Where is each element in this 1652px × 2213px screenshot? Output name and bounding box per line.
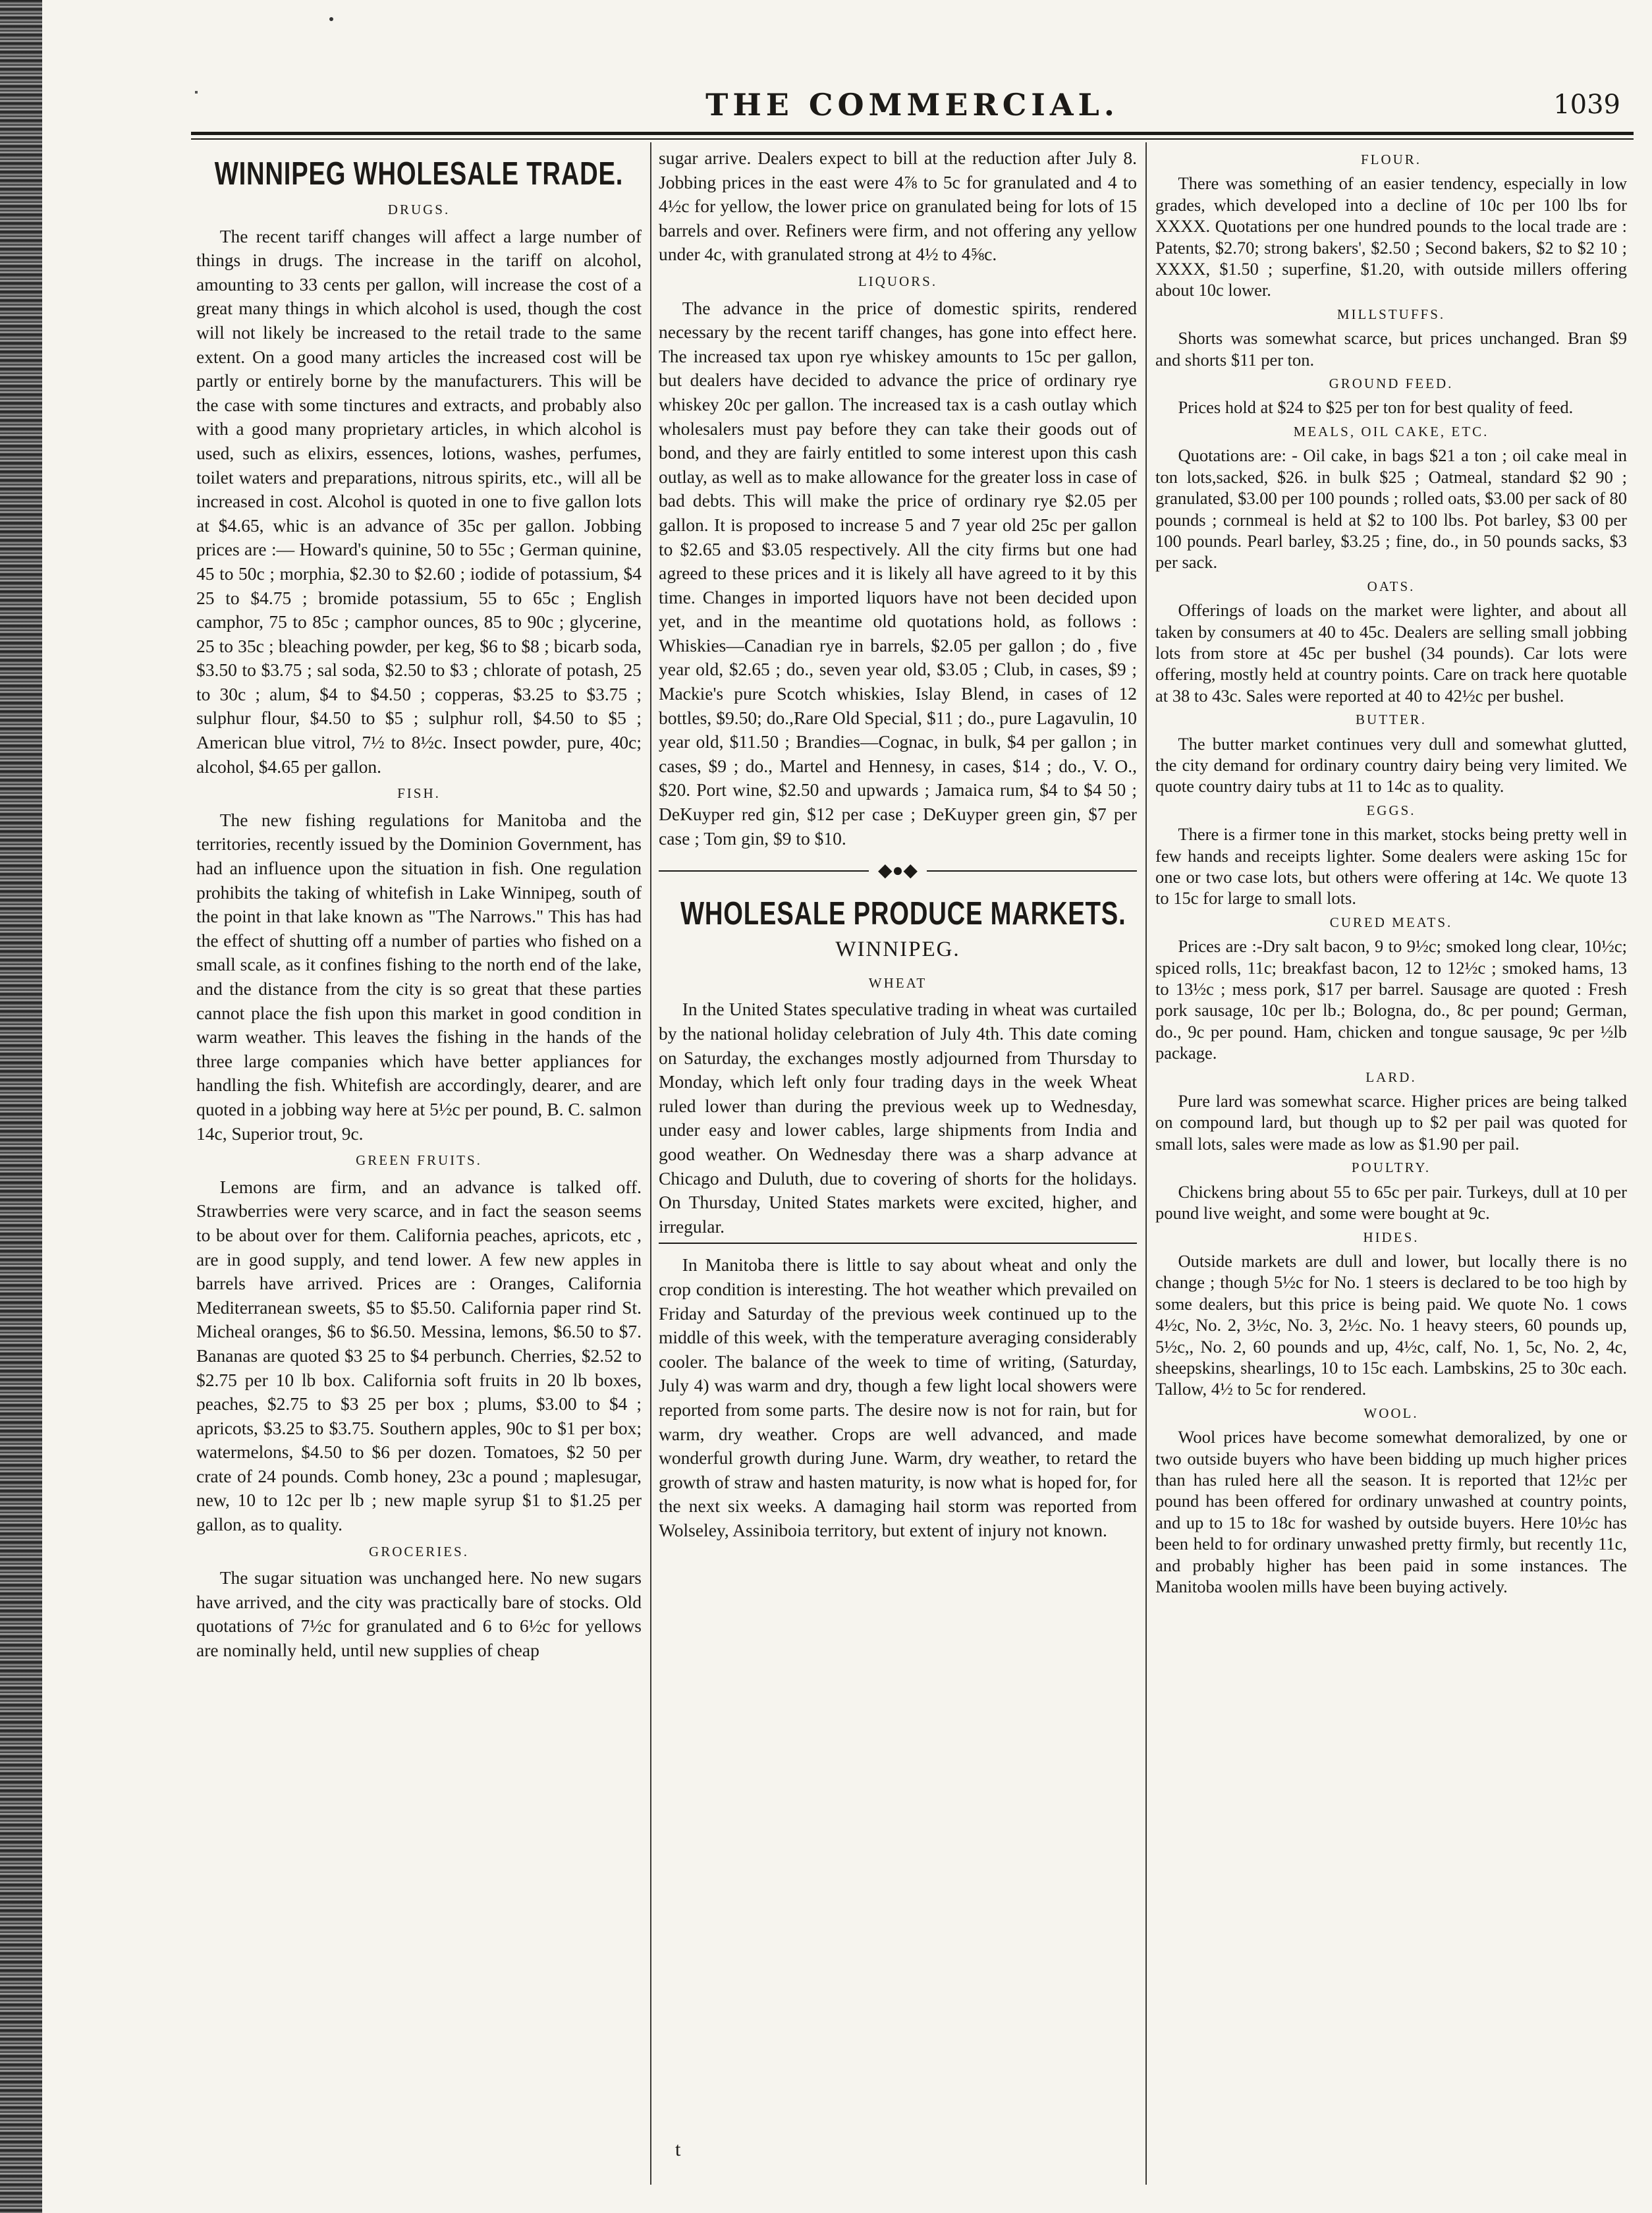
article-fish: The new fishing regulations for Manitoba and the territories, recently issued by the Dominion Government, has had an influence upon the situation in fish. One regulation prohibits the taking of whitefish in Lake Winnipeg, south of the point in that lake known as "The Narrows." This has had the effect of shutting off a number of parties who fished on a small scale, as it confines fishing to the north end of the lake, and the distance from the city is so great that these parties cannot place the fish upon this market in good condition in warm weather. This leaves the fishing in the hands of the three large companies which have better appliances for handling the fish. Whitefish are accordingly, dearer, and are quoted in a jobbing way here at 5½c per pound, B. C. salmon 14c, Superior trout, 9c.	[196, 809, 642, 1144]
article-hides: Outside markets are dull and lower, but locally there is no change ; though 5½c for No. 1 steers is declared to be too high by some dealers, but this price is being paid. We quote No. 1 cows 4½c, No. 2, 3½c, No. 3, 2½c. No. 1 heavy steers, 60 pounds up, 5½c,, No. 2, 60 pounds and up, 4½c, calf, No. 1, 5c, No. 2, 4c, sheepskins, shearlings, 10 to 15c each. Lambskins, 25 to 30c each. Tallow, 4½ to 5c for rendered.	[1155, 1250, 1627, 1399]
heading-butter: BUTTER.	[1356, 712, 1427, 728]
produce-city: WINNIPEG.	[835, 938, 960, 962]
heading-ground-feed: GROUND FEED.	[1329, 376, 1454, 392]
article-groceries-continued: sugar arrive. Dealers expect to bill at the reduction after July 8. Jobbing prices in the east were 4⅞ to 5c for granulated and 4 to 4½c for yellow, the lower price on granulated being for lots of 15 barrels and over. Refiners were firm, and not offering any yellow under 4c, with granulated strong at 4½ to 4⅝c.	[659, 148, 1137, 265]
ink-speck	[329, 17, 333, 21]
heading-eggs: EGGS.	[1366, 802, 1416, 818]
heading-cured-meats: CURED MEATS.	[1329, 914, 1453, 930]
heading-oats: OATS.	[1367, 578, 1416, 594]
heading-lard: LARD.	[1365, 1069, 1417, 1085]
ornament-icon: ◆●◆	[869, 860, 927, 882]
article-wheat-us: In the United States speculative trading in wheat was curtailed by the national holiday celebration of July 4th. This date coming on Saturday, the exchanges mostly adjourned from Thursday to Monday, which left only four trading days in the week Wheat ruled lower than during the previous week up to Wednesday, under easy and lower cables, large shipments from India and good weather. On Wednesday there was a sharp advance at Chicago and Duluth, due to covering of shorts for the holidays. On Thursday, United States markets were excited, higher, and irregular.	[659, 999, 1137, 1237]
article-millstuffs: Shorts was somewhat scarce, but prices unchanged. Bran $9 and shorts $11 per ton.	[1155, 328, 1627, 370]
article-lard: Pure lard was somewhat scarce. Higher prices are being talked on compound lard, but though up to $2 per pail was quoted for small lots, sales were made as low as $1.90 per pail.	[1155, 1091, 1627, 1154]
article-eggs: There is a firmer tone in this market, stocks being pretty well in few hands and receipts lighter. Some dealers were asking 15c for one or two case lots, but others were offering at 14c. We quote 13 to 15c for large to small lots.	[1155, 824, 1627, 909]
column-middle	[659, 146, 1137, 2195]
article-green-fruits: Lemons are firm, and an advance is talked off. Strawberries were very scarce, and in fact the season seems to be about over for them. California peaches, apricots, etc , are in good supply, and tend lower. A few new apples in barrels have arrived. Prices are : Oranges, California Mediterranean sweets, $5 to $5.50. California paper rind St. Micheal oranges, $6 to $6.50. Messina, lemons, $6.50 to $7. Bananas are quoted $3 25 to $4 perbunch. Cherries, $2.52 to $2.75 per 10 lb box. California soft fruits in 20 lb boxes, peaches, $2.75 to $3 25 per box ; plums, $3.00 to $4 ; apricots, $3.25 to $3.75. Southern apples, 90c to $1 per box; watermelons, $4.50 to $6 per dozen. Tomatoes, $2 50 per crate of 24 pounds. Comb honey, 23c a pound ; maplesugar, new, 10 to 12c per lb ; new maple syrup $1 to $1.25 per gallon, as to quality.	[196, 1176, 642, 1535]
column-divider-left	[650, 142, 651, 2185]
heading-wheat: WHEAT	[868, 974, 927, 991]
section-divider-ornament	[659, 857, 1137, 886]
heading-drugs: DRUGS.	[387, 202, 451, 217]
printer-mark: t	[675, 2139, 681, 2160]
article-wool: Wool prices have become somewhat demoralized, by one or two outside buyers who have been bidding up much higher prices than has ruled here all the season. It is reported that 12½c per pound has been offered for ordinary unwashed at country points, and up to 15 to 18c for washed by outside buyers. Here 10½c has been held to for ordinary unwashed pretty firmly, but recently 11c, and probably higher has been paid in some instances. The Manitoba woolen mills have been buying actively.	[1155, 1427, 1627, 1596]
heading-millstuffs: MILLSTUFFS.	[1336, 306, 1446, 322]
header-rule-thin	[191, 138, 1634, 140]
heading-meals: MEALS, OIL CAKE, ETC.	[1293, 423, 1489, 439]
masthead-title: THE COMMERCIAL.	[705, 87, 1119, 123]
heading-fish: FISH.	[397, 785, 441, 802]
column-left	[196, 146, 642, 2195]
article-butter: The butter market continues very dull and somewhat glutted, the city demand for ordinary country dairy being very limited. We quote country dairy tubs at 11 to 14c as to quality.	[1155, 733, 1627, 797]
article-cured-meats: Prices are :-Dry salt bacon, 9 to 9½c; smoked long clear, 10½c; spiced rolls, 11c; breakfast bacon, 12 to 12½c ; smoked hams, 13 to 13½c ; mess pork, $17 per barrel. Sausage are quoted : Fresh pork sausage, 10c per lb.; Bologna, do., 8c per pound; German, do., 9c per pound. Ham, chicken and tongue sausage, 9c per ½lb package.	[1155, 936, 1627, 1063]
column-divider-right	[1145, 142, 1147, 2185]
article-oats: Offerings of loads on the market were lighter, and about all taken by consumers at 40 to 45c. Dealers are selling small jobbing lots from store at 45c per bushel (34 pounds). Car lots were offering, mostly held at country points. Care on track here quotable at 38 to 43c. Sales were reported at 40 to 42½c per bushel.	[1155, 600, 1627, 706]
page-binding-edge	[0, 0, 42, 2213]
heading-green-fruits: GREEN FRUITS.	[356, 1152, 482, 1169]
heading-hides: HIDES.	[1363, 1229, 1419, 1245]
heading-liquors: LIQUORS.	[858, 273, 938, 289]
column-right	[1155, 146, 1627, 2195]
article-poultry: Chickens bring about 55 to 65c per pair. Turkeys, dull at 10 per pound live weight, and some were bought at 9c.	[1155, 1181, 1627, 1223]
article-drugs: The recent tariff changes will affect a large number of things in drugs. The increase in the tariff on alcohol, amounting to 33 cents per gallon, will increase the cost of a great many things in which alcohol is used, though the cost will not likely be increased to the retail trade to the same extent. On a good many articles the increased cost will be partly or entirely borne by the manufacturers. This will be the case with some tinctures and extracts, and probably also with a good many proprietary articles, in which alcohol is used, such as elixirs, essences, lotions, washes, perfumes, toilet waters and preparations, nitrous spirits, etc., will all be increased in cost. Alcohol is quoted in one to five gallon lots at $4.65, whic is an advance of 35c per gallon. Jobbing prices are :— Howard's quinine, 50 to 55c ; German quinine, 45 to 50c ; morphia, $2.30 to $2.60 ; iodide of potassium, $4 25 to $4.75 ; bromide potassium, 55 to 65c ; English camphor, 75 to 85c ; camphor ounces, 85 to 90c ; glycerine, 25 to 35c ; bleaching powder, per keg, $6 to $8 ; bicarb soda, $3.50 to $3.75 ; sal soda, $2.50 to $3 ; chlorate of potash, 25 to 30c ; alum, $4 to $4.50 ; copperas, $3.25 to $3.75 ; sulphur flour, $4.50 to $5 ; sulphur roll, $4.50 to $5 ; American blue vitrol, 7½ to 8½c. Insect powder, pure, 40c; alcohol, $4.65 per gallon.	[196, 225, 642, 777]
article-wheat-manitoba: In Manitoba there is little to say about wheat and only the crop condition is interesting. The hot weather which prevailed on Friday and Saturday of the previous week continued up to the middle of this week, with the temperature averaging considerably cooler. The balance of the week to time of writing, (Saturday, July 4) was warm and dry, though a few light local showers were reported from some parts. The desire now is not for rain, but for warm, dry weather. Crops are well advanced, and made wonderful growth during June. Warm, dry weather, to retard the growth of straw and hasten maturity, is now what is hoped for, for the next six weeks. A damaging hail storm was reported from Wolseley, Assiniboia territory, but extent of injury not known.	[659, 1254, 1137, 1540]
article-meals: Quotations are: - Oil cake, in bags $21 a ton ; oil cake meal in ton lots,sacked, $26. in bulk $25 ; Oatmeal, standard $2 90 ; granulated, $3.00 per 100 pounds ; rolled oats, $3.00 per sack of 80 pounds ; cornmeal is held at $2 to 100 lbs. Pot barley, $3 00 per 100 pounds. Pearl barley, $3.25 ; fine, do., in 50 pounds sacks, $3 per sack.	[1155, 445, 1627, 573]
page-number: 1039	[1553, 90, 1620, 120]
section-title-produce-markets: WHOLESALE PRODUCE MARKETS.	[680, 896, 1126, 932]
heading-groceries: GROCERIES.	[369, 1543, 469, 1559]
header-rule-thick	[191, 132, 1634, 135]
paragraph-rule	[659, 1243, 1137, 1244]
section-title-wholesale-trade: WINNIPEG WHOLESALE TRADE.	[214, 156, 624, 192]
article-groceries: The sugar situation was unchanged here. No new sugars have arrived, and the city was practically bare of stocks. Old quotations of 7½c for granulated and 6 to 6½c for yellows are nominally held, until new supplies of cheap	[196, 1567, 642, 1661]
page-header	[191, 84, 1634, 130]
heading-poultry: POULTRY.	[1351, 1160, 1431, 1176]
heading-wool: WOOL.	[1363, 1405, 1419, 1421]
article-ground-feed: Prices hold at $24 to $25 per ton for best quality of feed.	[1178, 397, 1574, 418]
article-flour: There was something of an easier tendency, especially in low grades, which developed into a decline of 10c per 100 lbs for XXXX. Quotations per one hundred pounds to the local trade are : Patents, $2.70; strong bakers', $2.50 ; Second bakers, $2 to $2 10 ; XXXX, $1.50 ; superfine, $1.20, with outside millers offering about 10c lower.	[1155, 173, 1627, 300]
heading-flour: FLOUR.	[1360, 152, 1422, 167]
article-liquors: The advance in the price of domestic spirits, rendered necessary by the recent tariff changes, has gone into effect here. The increased tax upon rye whiskey amounts to 15c per gallon, but dealers have decided to advance the price of ordinary rye whiskey 20c per gallon. The increased tax is a cash outlay which wholesalers must pay before they can take their goods out of bond, and they are fairly entitled to some interest upon this cash outlay, as well as to make allowance for the greater loss in case of bad debts. This will make the price of ordinary rye $2.05 per gallon. It is proposed to increase 5 and 7 year old 25c per gallon to $2.65 and $3.05 respectively. All the city firms but one had agreed to these prices and it is likely all have agreed to it by this time. Changes in imported liquors have not been decided upon yet, and in the meantime old quotations hold, as follows : Whiskies—Canadian rye in barrels, $2.05 per gallon ; do , five year old, $2.65 ; do., seven year old, $3.05 ; Club, in cases, $9 ; Mackie's pure Scotch whiskies, Islay Blend, in cases of 12 bottles, $9.50; do.,Rare Old Special, $11 ; do., pure Lagavulin, 10 year old, $11.50 ; Brandies—Cognac, in bulk, $4 per gallon ; in cases, $9 ; do., Martel and Hennesy, in cases, $14 ; do., V. O., $20. Port wine, $2.50 and upwards ; Jamaica rum, $4 to $4 50 ; DeKuyper red gin, $12 per case ; DeKuyper green gin, $7 per case ; Tom gin, $9 to $10.	[659, 297, 1137, 849]
